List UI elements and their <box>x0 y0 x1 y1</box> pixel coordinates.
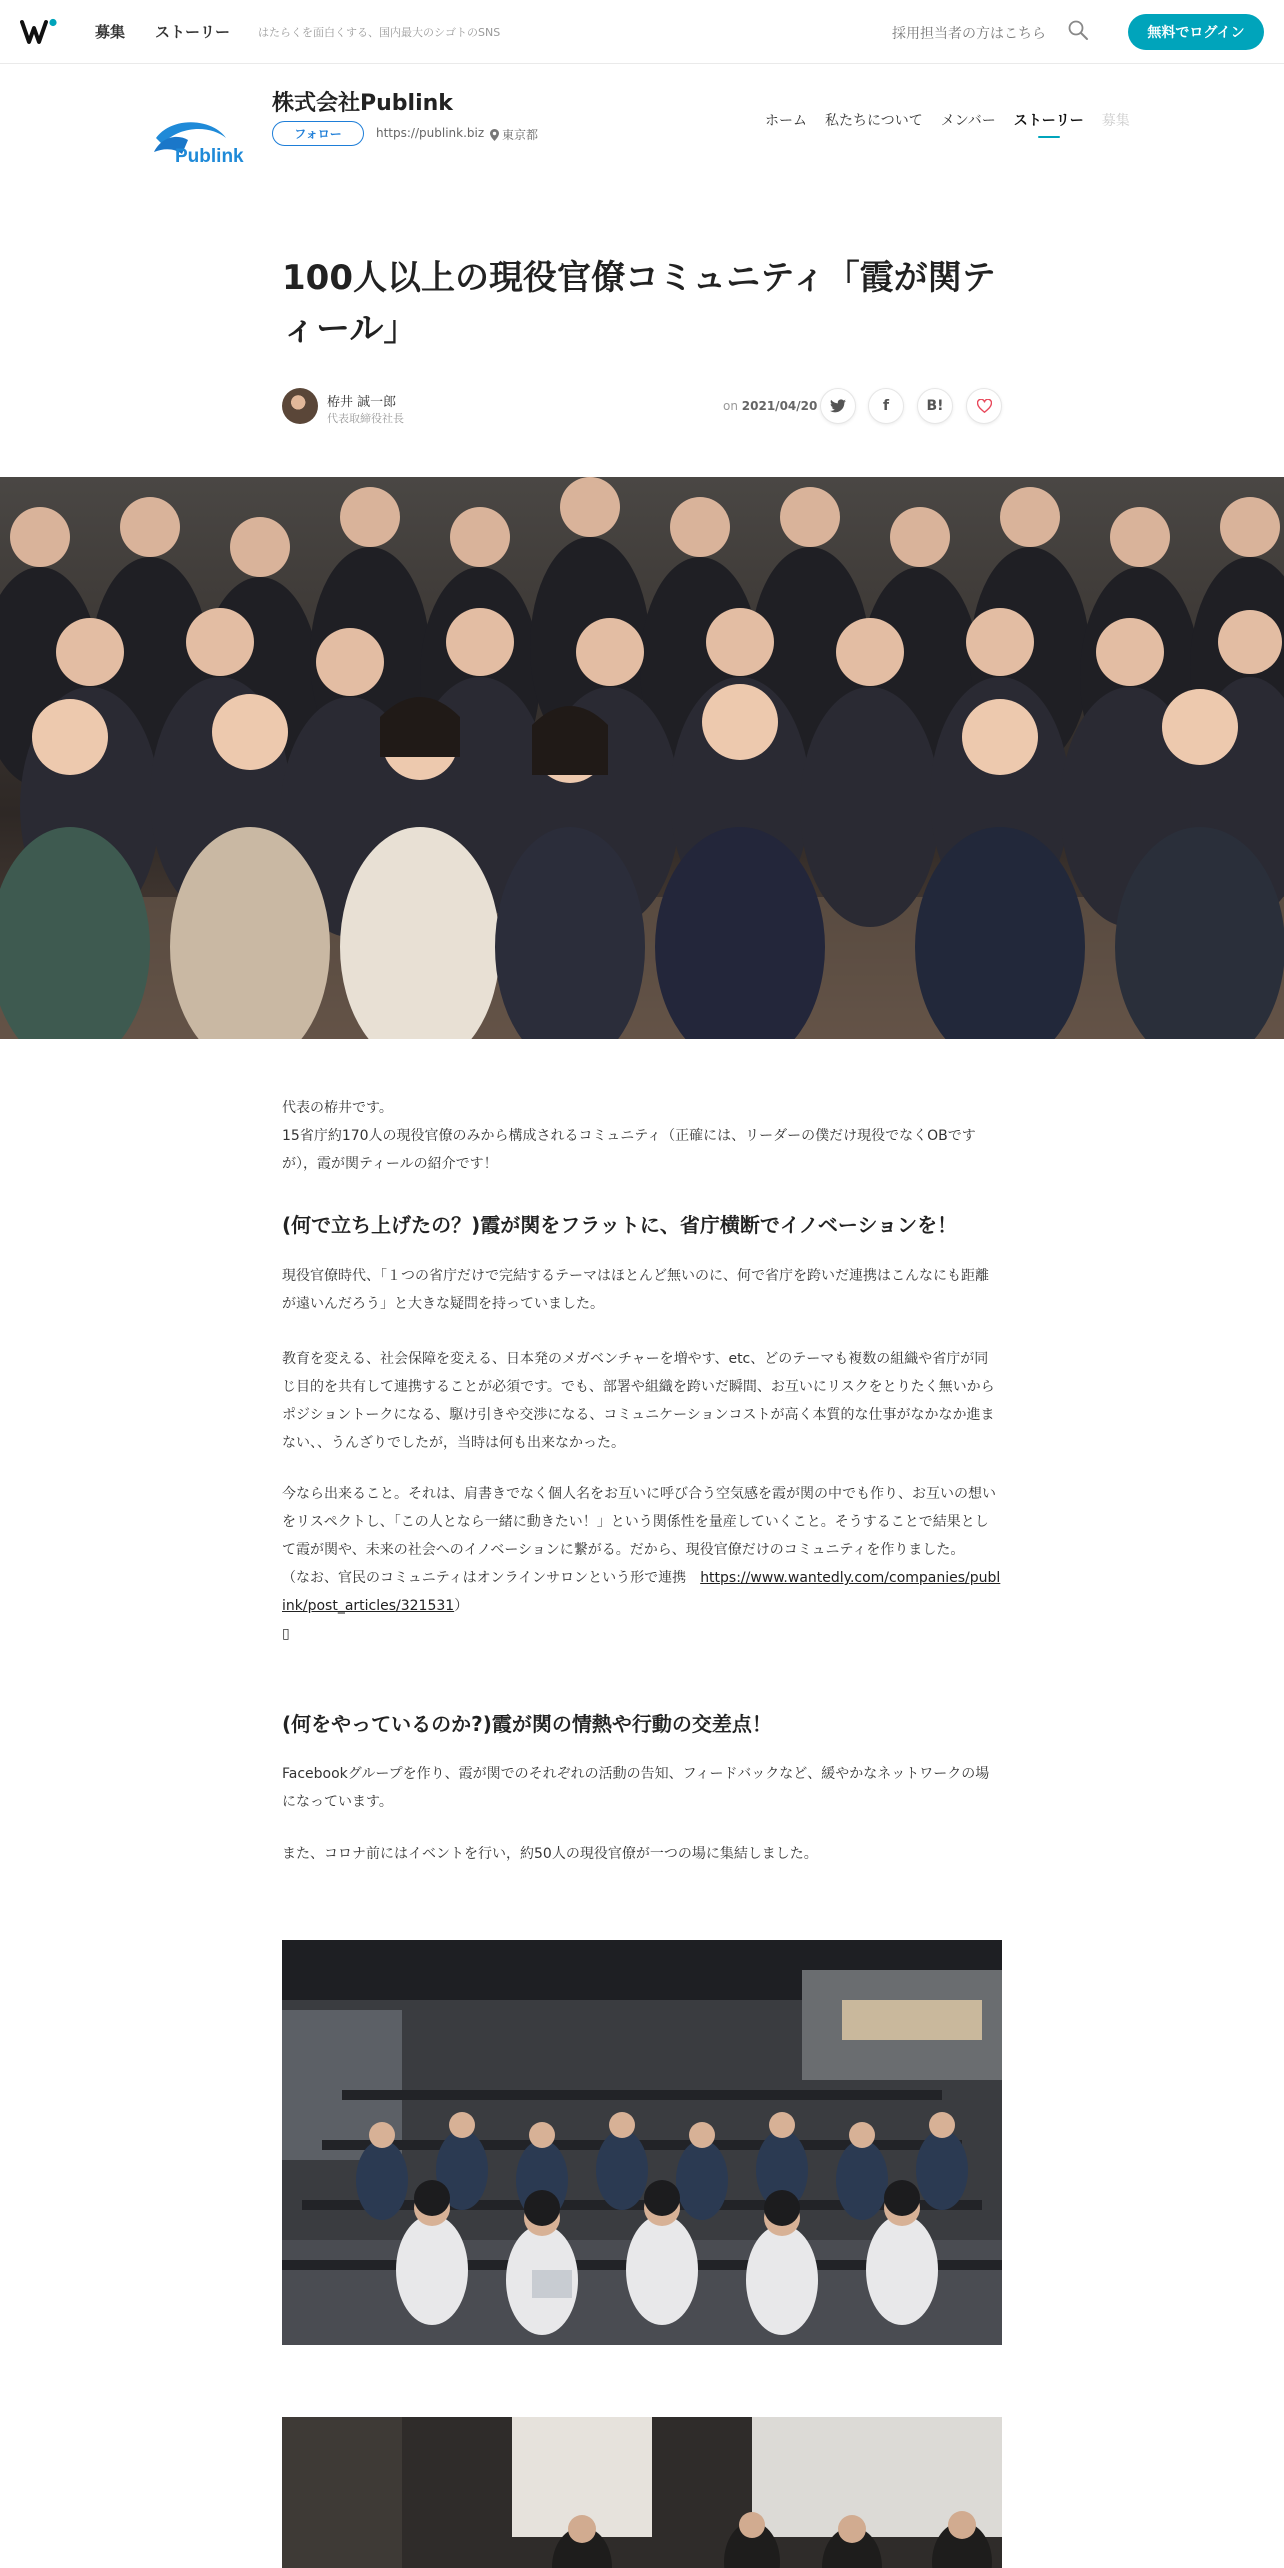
company-tabs <box>765 110 1148 130</box>
group-photo-illustration <box>0 477 1284 1039</box>
seminar-photo-illustration <box>282 1940 1002 2345</box>
company-url-link[interactable]: https://publink.biz <box>376 126 485 140</box>
logo-text: Publink <box>175 146 244 167</box>
company-name[interactable]: 株式会社Publink <box>272 91 453 116</box>
like-button[interactable] <box>966 388 1002 424</box>
follow-button[interactable]: フォロー <box>272 121 364 146</box>
article-intro <box>282 1094 1002 1178</box>
tab-about[interactable]: 私たちについて <box>825 113 923 129</box>
section-heading-1: (何で立ち上げたの？)霞が関をフラットに、省庁横断でイノベーションを！ <box>282 1213 958 1237</box>
author-avatar[interactable] <box>282 388 318 424</box>
article-title: 100人以上の現役官僚コミュニティ「霞が関ティール」 <box>282 258 996 349</box>
publink-logo[interactable] <box>152 112 252 168</box>
tab-members[interactable]: メンバー <box>940 113 996 129</box>
twitter-share-button[interactable] <box>820 388 856 424</box>
hero-photo <box>0 477 1284 1039</box>
nav-story[interactable]: ストーリー <box>155 23 231 41</box>
paragraph-3-text: 今なら出来ること。それは、肩書きでなく個人名をお互いに呼び合う空気感を霞が関の中でも作り、お互いの想いをリスペクトし、「この人となら一緒に動きたい！」という関係性を量産していくこと。そうすることで結果として霞が関や、未来の社会へのイノベーションに繋がる。だから、現役官僚だけのコミュニティを作りました。 <box>282 1486 996 1558</box>
location-label: 東京都 <box>502 128 539 142</box>
event-photo-1 <box>282 1940 1002 2345</box>
author-name[interactable]: 栫井 誠一郎 <box>327 395 397 410</box>
date-prefix: on <box>723 399 738 413</box>
date-value: 2021/04/20 <box>741 399 818 413</box>
hatena-share-button[interactable] <box>917 388 953 424</box>
meeting-photo-illustration <box>282 2417 1002 2568</box>
salon-article-link[interactable]: https://www.wantedly.com/companies/publink/post_articles/321531 <box>282 1570 1001 1614</box>
paragraph-3 <box>282 1480 1002 1648</box>
event-photo-2 <box>282 2417 1002 2568</box>
paragraph-2: 教育を変える、社会保障を変える、日本発のメガベンチャーを増やす、etc、どのテーマも複数の組織や省庁が同じ目的を共有して連携することが必須です。でも、部署や組織を跨いだ瞬間、お互いにリスクをとりたく無いからポジショントークになる、駆け引きや交渉になる、コミュニケーションコストが高く本質的な仕事がなかなか進まない、、うんざりでしたが，当時は何も出来なかった。 <box>282 1351 995 1451</box>
site-tagline: はたらくを面白くする、国内最大のシゴトのSNS <box>258 26 501 39</box>
facebook-share-button[interactable] <box>868 388 904 424</box>
paragraph-5: また、コロナ前にはイベントを行い，約50人の現役官僚が一つの場に集結しました。 <box>282 1846 818 1862</box>
wantedly-logo-icon[interactable] <box>20 18 60 46</box>
tab-story[interactable]: ストーリー <box>1014 110 1084 130</box>
stray-glyph: ▯ <box>282 1626 290 1642</box>
search-icon[interactable] <box>1066 18 1090 42</box>
note-suffix: ） <box>454 1598 469 1614</box>
facebook-icon: f <box>882 398 890 414</box>
paragraph-4: Facebookグループを作り、霞が関でのそれぞれの活動の告知、フィードバックなど、緩やかなネットワークの場になっています。 <box>282 1766 990 1810</box>
note-prefix: （なお、官民のコミュニティはオンラインサロンという形で連携 <box>282 1570 701 1586</box>
paragraph-3-note <box>282 1564 1002 1620</box>
author-role: 代表取締役社長 <box>327 412 404 425</box>
section-heading-2: (何をやっているのか?)霞が関の情熱や行動の交差点！ <box>282 1712 772 1736</box>
login-button[interactable]: 無料でログイン <box>1128 14 1264 50</box>
paragraph-1: 現役官僚時代、「１つの省庁だけで完結するテーマはほとんど無いのに、何で省庁を跨いだ連携はこんなにも距離が遠いんだろう」と大きな疑問を持っていました。 <box>282 1268 989 1312</box>
company-location <box>490 126 538 143</box>
publish-date <box>723 399 817 413</box>
global-header <box>0 0 1284 64</box>
tab-home[interactable]: ホーム <box>765 113 807 129</box>
tab-recruit[interactable]: 募集 <box>1101 113 1130 129</box>
intro-line-1: 代表の栫井です。 <box>282 1100 393 1116</box>
intro-line-2: 15省庁約170人の現役官僚のみから構成されるコミュニティ（正確には、リーダーの僕だけ現役でなくOBですが），霞が関ティールの紹介です！ <box>282 1128 976 1172</box>
heart-icon <box>977 399 992 413</box>
hatena-bookmark-icon: B! <box>926 398 944 414</box>
recruiter-link[interactable]: 採用担当者の方はこちら <box>892 26 1046 42</box>
location-pin-icon <box>490 129 499 141</box>
twitter-icon <box>830 399 846 413</box>
nav-recruit[interactable]: 募集 <box>95 23 126 41</box>
